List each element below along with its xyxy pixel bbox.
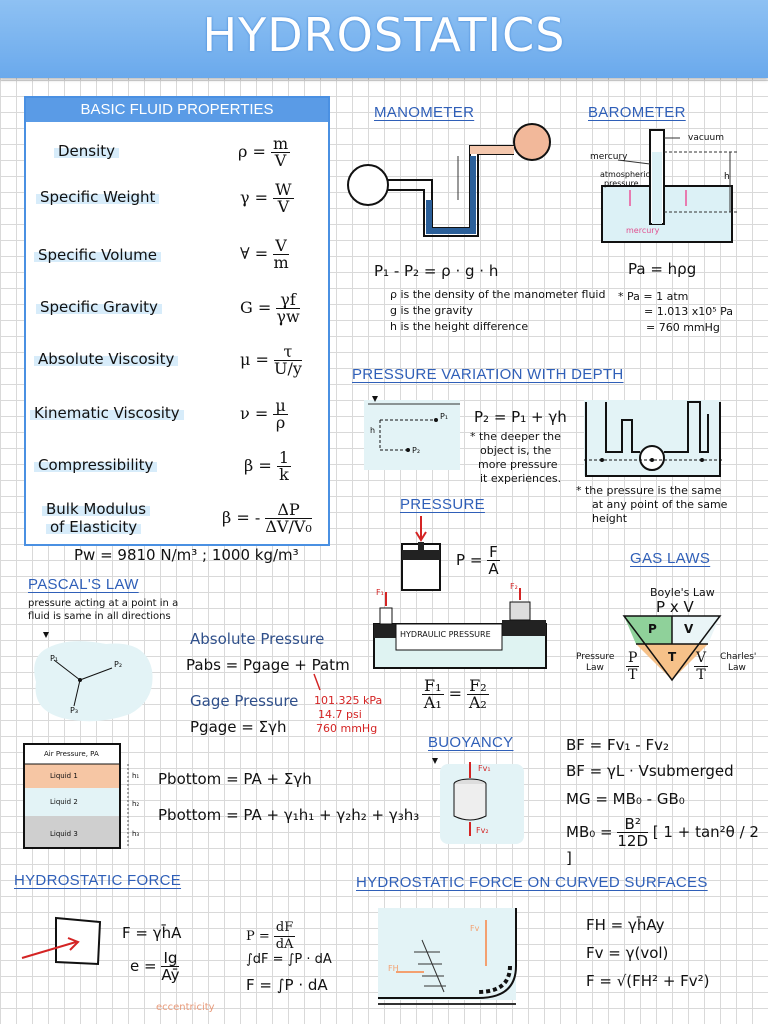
denominator: dA [275,937,294,952]
formula-lhs: ∀ = [240,244,269,263]
pascal-p1: P₁ [50,654,59,663]
hydrostatic-force-equation: F = γh̄A [122,924,182,942]
curved-surface-diagram [378,906,528,1012]
formula-lhs: P = [246,929,270,944]
bulk-modulus-formula [222,502,312,535]
denominator: ρ [275,413,286,432]
atm-value-kpa: 101.325 kPa [314,694,383,707]
gas-t-cell: T [668,650,677,664]
numerator: 1 [278,448,290,467]
h2-label: h₂ [132,800,140,808]
curved-fh-equation: FH = γh̄Ay [586,916,665,934]
connected-vessels-diagram [584,400,724,480]
buoyancy-title: BUOYANCY [428,734,514,751]
numerator: P [628,650,638,666]
barometer-atm-label-2: pressure [604,179,639,188]
barometer-note-3: = 760 mmHg [646,321,720,334]
equals-sign: = [448,684,463,703]
formula-lhs: G = [240,298,272,317]
integral-equation: ∫dF = ∫P · dA [246,952,332,967]
barometer-note-1: * Pa = 1 atm [618,290,689,303]
pressure-law-label-2: Law [586,663,604,673]
depth-note-4: it experiences. [480,472,562,485]
pascal-title: PASCAL'S LAW [28,576,139,593]
numerator: F [489,543,498,561]
formula-lhs: β = - [222,508,261,527]
depth-note-1: * the deeper the [470,430,561,443]
boyle-law-label: Boyle's Law [650,586,715,599]
numerator: μ [275,396,286,415]
denominator: V [277,197,290,216]
atm-value-psi: 14.7 psi [318,708,362,721]
hydraulic-press-diagram [372,586,550,672]
specific-volume-formula [240,238,289,271]
numerator: F₂ [469,676,487,695]
liquid-3-label: Liquid 3 [50,830,78,838]
manometer-equation: P₁ - P₂ = ρ · g · h [374,262,499,280]
denominator: k [279,465,289,484]
numerator: V [275,236,287,255]
pressure-law-label-1: Pressure [576,652,615,662]
compressibility-formula [244,450,291,483]
layered-liquid-tank [24,744,144,850]
depth-p1: P₁ [440,412,449,421]
pascal-desc-2: fluid is same in all directions [28,611,171,622]
numerator: B² [617,816,648,833]
density-label: Density [58,142,116,160]
plane-surface-diagram [20,912,110,972]
denominator: T [628,667,638,683]
absolute-viscosity-formula [240,344,302,377]
hydraulic-f2: F₂ [510,582,518,591]
denominator: γw [276,307,300,326]
bulk-modulus-label-1: Bulk Modulus [46,500,147,518]
charles-law-label-1: Charles' [720,652,757,662]
denominator: ΔV/V₀ [265,517,312,536]
barometer-h-label: h [724,172,730,182]
boyle-pxv: P x V [656,598,694,616]
manometer-note-3: h is the height difference [390,320,529,333]
depth-title: PRESSURE VARIATION WITH DEPTH [352,366,624,383]
gas-laws-title: GAS LAWS [630,550,711,567]
depth-diagram [364,392,464,472]
numerator: m [273,134,289,153]
eccentricity-equation [130,950,179,983]
kinematic-viscosity-formula [240,398,288,431]
pbottom-equation-2: Pbottom = PA + γ₁h₁ + γ₂h₂ + γ₃h₃ [158,806,420,824]
depth-note-3: more pressure [478,458,558,471]
charles-law-formula [694,650,708,683]
water-specific-weight: Pw = 9810 N/m³ ; 1000 kg/m³ [74,546,299,564]
buoyancy-fv2: Fv₂ [476,826,489,835]
absolute-pressure-equation: Pabs = Pgage + Patm [186,656,350,674]
denominator: A₂ [468,693,487,712]
specific-volume-label: Specific Volume [38,246,157,264]
piston-diagram [398,516,446,592]
gas-p-cell: P [648,622,657,636]
curved-fv-equation: Fv = γ(vol) [586,944,669,962]
manometer-note-1: ρ is the density of the manometer fluid [390,288,606,301]
pressure-law-formula [626,650,639,683]
pascal-p3: P₃ [70,706,79,715]
atm-arrow [310,672,324,692]
eccentricity-label: eccentricity [156,1002,215,1013]
numerator: W [275,180,292,199]
depth-equation: P₂ = P₁ + γh [474,408,567,426]
hydraulic-label: HYDRAULIC PRESSURE [400,630,491,639]
formula-lhs: e = [130,957,157,975]
barometer-title: BAROMETER [588,104,686,121]
page-title: HYDROSTATICS [202,8,566,62]
hydraulic-f1: F₁ [376,588,384,597]
denominator: U/y [273,359,302,378]
bulk-modulus-label-2: of Elasticity [50,518,138,536]
numerator: γf [276,292,299,309]
denominator: Aȳ [161,966,180,984]
manometer-title: MANOMETER [374,104,475,121]
liquid-2-label: Liquid 2 [50,798,78,806]
gas-v-cell: V [684,622,694,636]
barometer-note-2: = 1.013 x10⁵ Pa [644,305,733,318]
absolute-viscosity-label: Absolute Viscosity [38,350,175,368]
formula-lhs: ν = [240,404,269,423]
pbottom-equation-1: Pbottom = PA + Σγh [158,770,312,788]
barometer-mercury-pool-label: mercury [626,226,660,235]
density-formula [238,136,290,169]
total-force-equation: F = ∫P · dA [246,976,328,994]
curved-resultant-equation: F = √(FH² + Fv²) [586,972,710,990]
barometer-diagram [590,130,750,248]
barometer-mercury-label: mercury [590,152,628,162]
basic-properties-box [24,96,330,546]
pascal-p2: P₂ [114,660,123,669]
formula-lhs: MB₀ = [566,823,613,841]
denominator: A [488,560,499,578]
barometer-atm-label-1: atmospheric [600,170,650,179]
depth-same-note-2: at any point of the same [592,498,728,511]
formula-lhs: γ = [240,188,269,207]
gage-pressure-equation: Pgage = Σγh [190,718,287,736]
numerator: V [696,650,707,666]
depth-same-note-3: height [592,512,628,525]
depth-p2: P₂ [412,446,421,455]
compressibility-label: Compressibility [38,456,154,474]
air-pressure-label: Air Pressure, PA [44,750,99,758]
metacentric-equation: MG = MB₀ - GB₀ [566,790,685,808]
numerator: ΔP [265,502,311,519]
header-banner [0,0,768,78]
formula-lhs: μ = [240,350,269,369]
curved-fh-label: FH [388,964,399,973]
hydrostatic-force-title: HYDROSTATIC FORCE [14,872,182,889]
formula-lhs: ρ = [238,142,266,161]
formula-lhs: β = [244,456,272,475]
specific-gravity-label: Specific Gravity [40,298,158,316]
numerator: Ig [161,950,179,967]
specific-weight-label: Specific Weight [40,188,156,206]
atm-value-mmhg: 760 mmHg [316,722,378,735]
numerator: F₁ [424,676,442,695]
depth-h: h [370,426,376,435]
pressure-formula [456,544,500,577]
buoyancy-equation-1: BF = Fv₁ - Fv₂ [566,736,670,754]
denominator: V [274,151,287,170]
h1-label: h₁ [132,772,140,780]
buoyancy-equation-2: BF = γL · Vsubmerged [566,762,734,780]
depth-note-2: object is, the [480,444,552,457]
liquid-1-label: Liquid 1 [50,772,78,780]
barometer-equation: Pa = hρg [628,260,697,278]
numerator: dF [275,920,294,935]
pascal-diagram [26,630,156,726]
specific-weight-formula [240,182,294,215]
mbo-equation [566,816,768,867]
manometer-note-2: g is the gravity [390,304,473,317]
h3-label: h₃ [132,830,140,838]
denominator: m [273,253,289,272]
depth-same-note-1: * the pressure is the same [576,484,722,497]
denominator: 12D [617,832,649,850]
denominator: T [696,667,706,683]
curved-surfaces-title: HYDROSTATIC FORCE ON CURVED SURFACES [356,874,708,891]
barometer-vacuum-label: vacuum [688,133,724,143]
charles-law-label-2: Law [728,663,746,673]
formula-bracket: [ 1 + tan²θ / 2 ] [566,823,759,867]
gage-pressure-title: Gage Pressure [190,692,299,710]
pressure-title: PRESSURE [400,496,485,513]
specific-gravity-formula [240,292,300,325]
buoyancy-fv1: Fv₁ [478,764,491,773]
manometer-diagram [346,128,556,248]
pressure-differential-equation [246,920,295,953]
denominator: A₁ [423,693,442,712]
pascal-desc-1: pressure acting at a point in a [28,598,179,609]
basic-properties-header: BASIC FLUID PROPERTIES [26,98,328,122]
hydraulic-formula [422,678,489,711]
absolute-pressure-title: Absolute Pressure [190,630,325,648]
formula-lhs: P = [456,551,483,569]
kinematic-viscosity-label: Kinematic Viscosity [34,404,180,422]
curved-fv-label: Fv [470,924,480,933]
numerator: τ [274,344,302,361]
